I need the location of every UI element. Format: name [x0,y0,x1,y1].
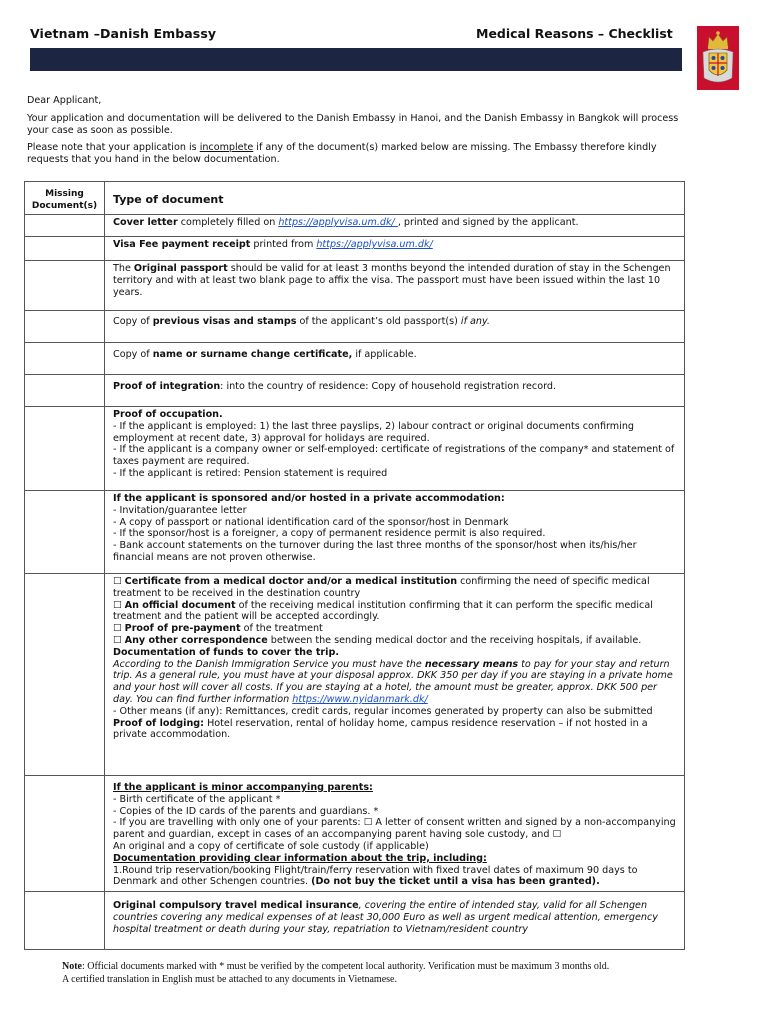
missing-checkbox-cell[interactable] [25,215,105,237]
missing-checkbox-cell[interactable] [25,375,105,407]
table-row [25,261,685,311]
visa-fee-cell: Visa Fee payment receipt printed from https://applyvisa.um.dk/ [105,237,685,261]
missing-checkbox-cell[interactable] [25,407,105,491]
applyvisa-link[interactable]: https://applyvisa.um.dk/ [316,239,433,250]
nyidanmark-link[interactable]: https://www.nyidanmark.dk/ [292,693,428,705]
missing-checkbox-cell[interactable] [25,237,105,261]
danish-royal-coat-of-arms-icon [697,26,739,90]
checklist-title: Medical Reasons – Checklist [476,26,673,41]
table-row [25,892,685,950]
cover-letter-cell: Cover letter completely filled on https://applyvisa.um.dk/ , printed and signed by the applicant. [105,215,685,237]
missing-documents-header: Missing Document(s) [25,182,105,215]
incomplete-emphasis: incomplete [199,142,254,153]
checkbox-icon[interactable]: ☐ [113,576,122,587]
insurance-cell: Original compulsory travel medical insurance, covering the entire of intended stay, valid for all Schengen countries covering any medical expenses of at least 30,000 Euro as well as urgent medical attention, emergency hospital treatment or death during your stay, repatriation to Vietnam/resident country [105,892,685,950]
name-change-cell: Copy of name or surname change certificate, if applicable. [105,343,685,375]
table-row [25,574,685,776]
applyvisa-link[interactable]: https://applyvisa.um.dk/ [278,217,398,228]
integration-cell: Proof of integration: into the country of residence: Copy of household registration record. [105,375,685,407]
occupation-cell: Proof of occupation. - If the applicant is employed: 1) the last three payslips, 2) labour contract or original documents confirming employment at recent date, 3) approval for holidays are required. - If the applicant is a company owner or self-employed: certificate of registrations of the company* and statement of taxes payment are required. - If the applicant is retired: Pension statement is required [105,407,685,491]
checkbox-icon[interactable]: ☐ [363,817,373,829]
table-row [25,407,685,491]
previous-visas-cell: Copy of previous visas and stamps of the applicant’s old passport(s) if any. [105,311,685,343]
table-row [25,237,685,261]
table-row [25,776,685,892]
type-of-document-header: Type of document [105,182,685,215]
table-header-row [25,182,685,215]
sponsor-cell: If the applicant is sponsored and/or hosted in a private accommodation: - Invitation/guarantee letter - A copy of passport or national identification card of the sponsor/host in Denmark - If the sponsor/host is a foreigner, a copy of permanent residence permit is also required. - Bank account statements on the turnover during the last three months of the sponsor/host when its/his/her financial means are not proven otherwise. [105,491,685,574]
funds-heading: Documentation of funds to cover the trip. [113,646,339,658]
missing-checkbox-cell[interactable] [25,892,105,950]
intro-paragraph-2: Please note that your application is incomplete if any of the document(s) marked below are missing. The Embassy therefore kindly requests that you hand in the below documentation. [27,142,657,165]
minor-and-trip-cell: If the applicant is minor accompanying parents: - Birth certificate of the applicant * - Copies of the ID cards of the parents and guardians. * - If you are travelling with only one of your parents: ☐ A letter of consent written and signed by a non-accompanying parent and guardian, except in cases of an accompanying parent having sole custody, and ☐ An original and a copy of certificate of sole custody (if applicable) Documentation providing clear information about the trip, including: 1.Round trip reservation/booking Flight/train/ferry reservation with fixed travel dates of maximum 90 days to Denmark and other Schengen countries. (Do not buy the ticket until a visa has been granted). [105,776,685,892]
lodging-heading: Proof of lodging: [113,717,205,729]
footer-note: Note: Official documents marked with * must be verified by the competent local authority. Verification must be maximum 3 months old. A certified translation in English must be attached to any documents in Vietnamese. [62,961,610,985]
table-row [25,375,685,407]
table-row [25,311,685,343]
table-row [25,215,685,237]
greeting: Dear Applicant, [27,95,102,106]
passport-cell: The Original passport should be valid for at least 3 months beyond the intended duration of stay in the Schengen territory and with at least two blank page to affix the visa. The passport must have been issued within the last 10 years. [105,261,685,311]
header-bar [30,48,682,71]
missing-checkbox-cell[interactable] [25,574,105,776]
missing-checkbox-cell[interactable] [25,343,105,375]
crest-banner [697,26,739,90]
intro-paragraph-1: Your application and documentation will be delivered to the Danish Embassy in Hanoi, and the Danish Embassy in Bangkok will process your case as soon as possible. [27,113,679,136]
checkbox-icon[interactable]: ☐ [552,829,562,841]
missing-checkbox-cell[interactable] [25,261,105,311]
missing-checkbox-cell[interactable] [25,491,105,574]
trip-heading: Documentation providing clear information about the trip, including: [113,852,487,864]
document-checklist-table [24,181,685,950]
table-row [25,491,685,574]
missing-checkbox-cell[interactable] [25,311,105,343]
table-row [25,343,685,375]
checkbox-icon[interactable]: ☐ [113,623,122,635]
medical-documentation-cell: ☐ Certificate from a medical doctor and/or a medical institution confirming the need of specific medical treatment to be received in the destination country ☐ An official document of the receiving medical institution confirming that it can perform the specific medical treatment and the patient will be accepted accordingly. ☐ Proof of pre-payment of the treatment ☐ Any other correspondence between the sending medical doctor and the receiving hospitals, if available. Documentation of funds to cover the trip. According to the Danish Immigration Service you must have the necessary means to pay for your stay and return trip. As a general rule, you must have at your disposal approx. DKK 350 per day if you are staying in a private home and your host will cover all costs. If you are staying at a hotel, the amount must be greater, approx. DKK 500 per day. You can find further information https://www.nyidanmark.dk/ - Other means (if any): Remittances, credit cards, regular incomes generated by property can also be submitted Proof of lodging: Hotel reservation, rental of holiday home, campus residence reservation – if not hosted in a private accommodation. [105,574,685,776]
checkbox-icon[interactable]: ☐ [113,599,122,611]
missing-checkbox-cell[interactable] [25,776,105,892]
checkbox-icon[interactable]: ☐ [113,634,122,646]
embassy-title: Vietnam –Danish Embassy [30,26,217,41]
